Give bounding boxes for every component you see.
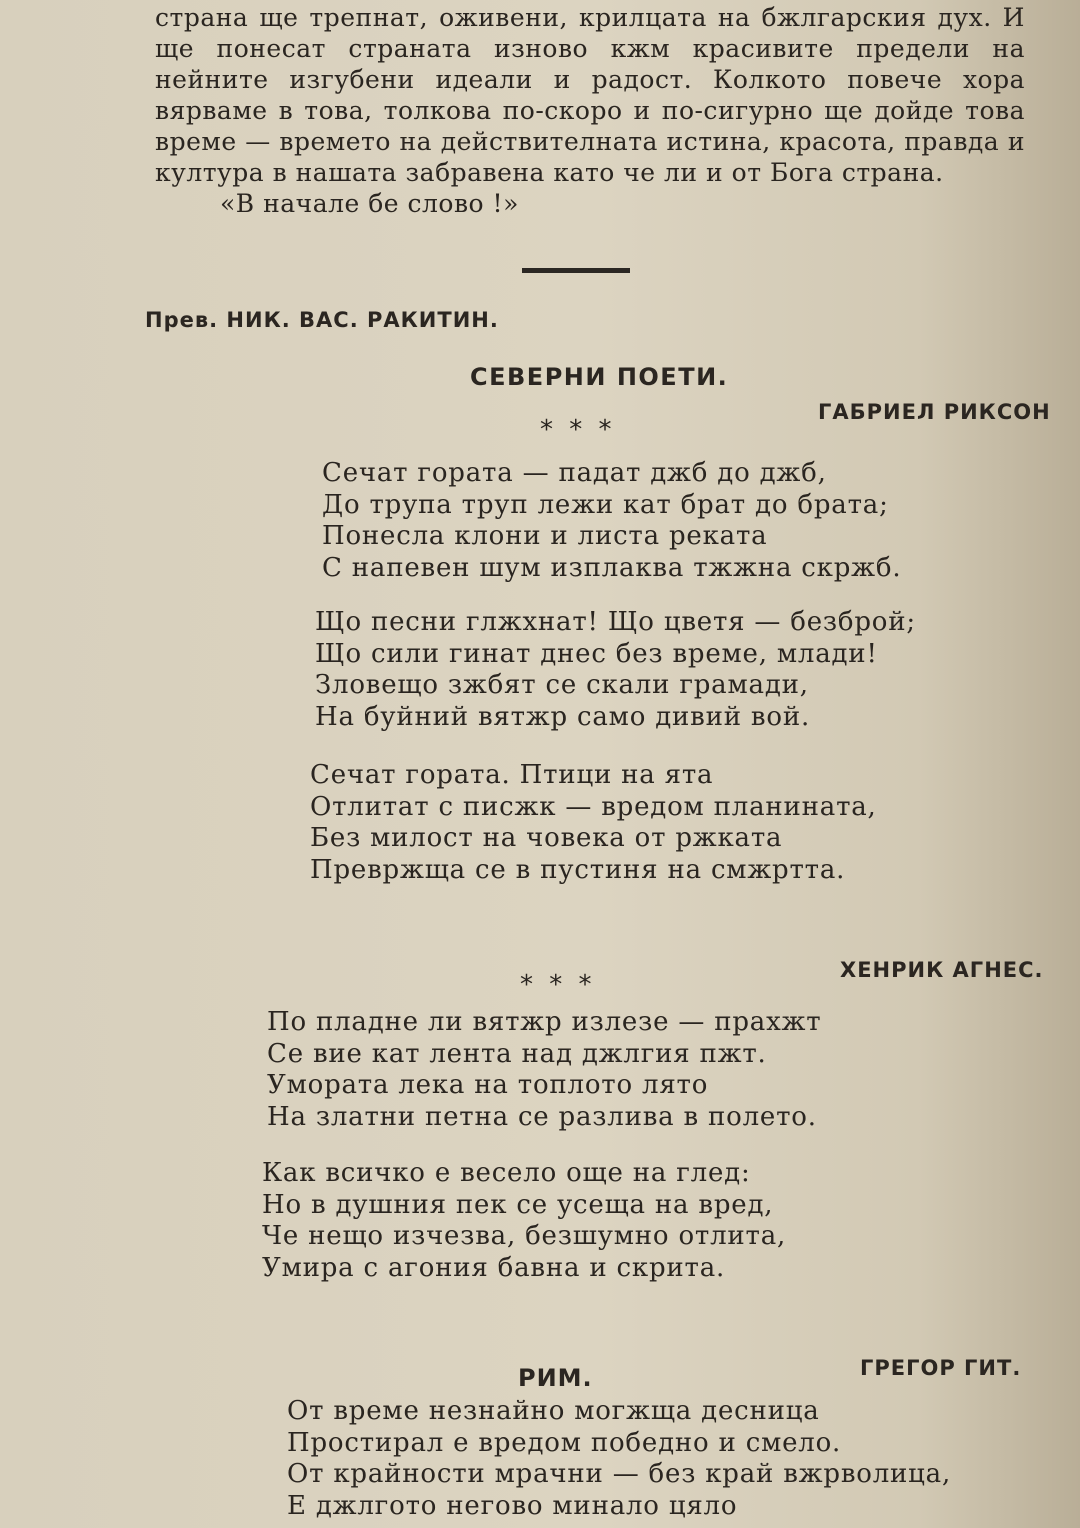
poem1-stanza3 — [310, 760, 877, 886]
prose-quote: «В начале бе слово !» — [220, 189, 519, 218]
prose-paragraph: страна ще трепнат, оживени, крилцата на бжлгарския дух. И ще понесат страната изново кжм красивите предели на нейните изгубени идеали и радост. Колкото повече хора вярваме в това, толкова по-скоро и по-сигурно ще дойде това време — времето на действителната истина, красота, правда и култура в нашата забравена като че ли и от Бога страна. — [155, 3, 1025, 187]
poem2-stars: * * * — [520, 970, 596, 1000]
verse-line: Без милост на човека от ржката — [310, 823, 783, 853]
verse-line: Умората лека на топлото лято — [267, 1070, 709, 1100]
verse-line: От крайности мрачни — без край вжрволица, — [287, 1459, 952, 1489]
verse-line: На златни петна се разлива в полето. — [267, 1101, 817, 1132]
poem3-stanza1 — [287, 1396, 951, 1522]
verse-line: Що песни глжхнат! Що цветя — безброй; — [315, 607, 916, 637]
poem1-stars: * * * — [540, 415, 616, 445]
verse-line: Че нещо изчезва, безшумно отлита, — [262, 1221, 787, 1251]
verse-line: С напевен шум изплаква тжжна скржб. — [322, 552, 902, 583]
verse-line: Превржща се в пустиня на смжртта. — [310, 854, 846, 885]
verse-line: Но в душния пек се усеща на вред, — [262, 1189, 774, 1220]
verse-line: Що сили гинат днес без време, млади! — [315, 638, 878, 669]
verse-line: Се вие кат лента над джлгия пжт. — [267, 1038, 767, 1069]
poem3-author: ГРЕГОР ГИТ. — [860, 1356, 1022, 1380]
translator-credit: Прев. НИК. ВАС. РАКИТИН. — [145, 308, 499, 332]
section-title: СЕВЕРНИ ПОЕТИ. — [470, 363, 729, 391]
verse-line: До трупа труп лежи кат брат до брата; — [322, 489, 889, 520]
verse-line: От време незнайно могжща десница — [287, 1396, 820, 1426]
poem2-author: ХЕНРИК АГНЕС. — [840, 958, 1044, 982]
poem2-stanza1 — [267, 1007, 821, 1133]
verse-line: По пладне ли вятжр излезе — прахжт — [267, 1007, 822, 1037]
poem1-stanza2 — [315, 607, 916, 733]
poem1-stanza1 — [322, 458, 901, 584]
poem3-title: РИМ. — [518, 1364, 593, 1392]
poem2-stanza2 — [262, 1158, 786, 1284]
section-divider — [522, 268, 630, 273]
verse-line: Зловещо зжбят се скали грамади, — [315, 670, 809, 700]
verse-line: Е джлгото негово минало цяло — [287, 1490, 738, 1521]
prose-block — [155, 2, 1025, 219]
verse-line: Простирал е вредом победно и смело. — [287, 1427, 842, 1458]
verse-line: Отлитат с писжк — вредом планината, — [310, 791, 877, 822]
verse-line: Сечат гората. Птици на ята — [310, 760, 714, 790]
verse-line: Умира с агония бавна и скрита. — [262, 1252, 726, 1283]
verse-line: Понесла клони и листа реката — [322, 521, 768, 551]
verse-line: Как всичко е весело още на глед: — [262, 1158, 751, 1188]
verse-line: Сечат гората — падат джб до джб, — [322, 458, 827, 488]
verse-line: На буйний вятжр само дивий вой. — [315, 701, 811, 732]
poem1-author: ГАБРИЕЛ РИКСОН — [818, 400, 1051, 424]
